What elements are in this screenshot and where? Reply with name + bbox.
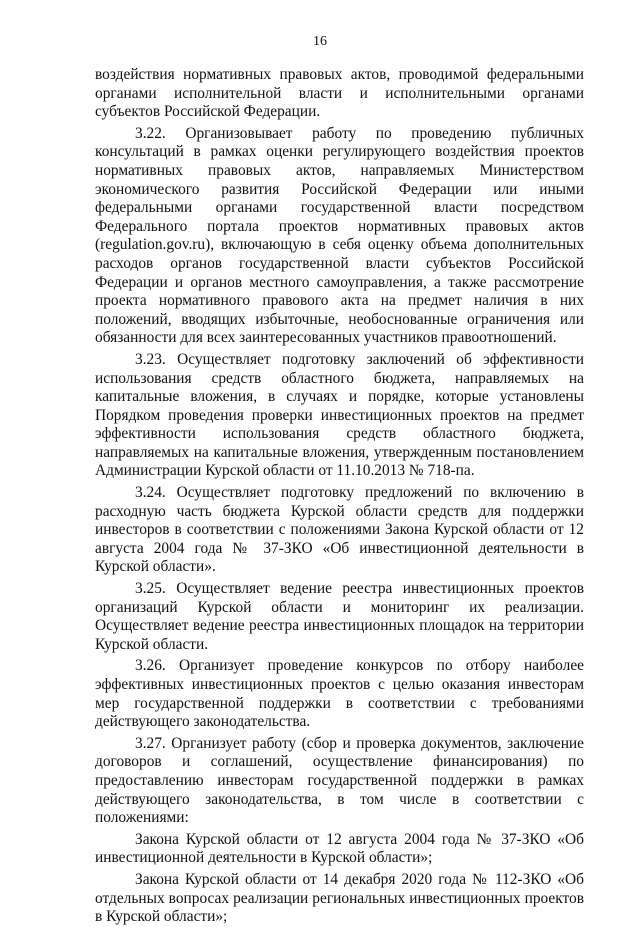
paragraph-continuation: воздействия нормативных правовых актов, проводимой федеральными органами исполнительной власти и исполнительными органами субъектов Российской Федерации. (95, 66, 584, 121)
paragraph-3-22: 3.22. Организовывает работу по проведению публичных консультаций в рамках оценки регулирующего воздействия проектов нормативных правовых актов, направляемых Министерством экономического развития Российской Федерации или иными федеральными органами государственной власти посредством Федерального портала проектов нормативных правовых актов (regulation.gov.ru), включающую в себя оценку объема дополнительных расходов органов государственной власти субъектов Российской Федерации и органов местного самоуправления, а также рассмотрение проекта нормативного правового акта на предмет наличия в них положений, вводящих избыточные, необоснованные ограничения или обязанности для всех заинтересованных участников правоотношений. (95, 124, 584, 347)
document-body (95, 66, 584, 927)
paragraph-3-23: 3.23. Осуществляет подготовку заключений об эффективности использования средств областного бюджета, направляемых на капитальные вложения, в случаях и порядке, которые установлены Порядком проведения проверки инвестиционных проектов на предмет эффективности использования средств областного бюджета, направляемых на капитальные вложения, утвержденным постановлением Администрации Курской области от 11.10.2013 № 718-па. (95, 350, 584, 480)
paragraph-3-25: 3.25. Осуществляет ведение реестра инвестиционных проектов организаций Курской области и мониторинг их реализации. Осуществляет ведение реестра инвестиционных площадок на территории Курской области. (95, 580, 584, 653)
paragraph-3-24: 3.24. Осуществляет подготовку предложений по включению в расходную часть бюджета Курской области средств для поддержки инвесторов в соответствии с положениями Закона Курской области от 12 августа 2004 года № 37-ЗКО «Об инвестиционной деятельности в Курской области». (95, 484, 584, 576)
paragraph-3-27: 3.27. Организует работу (сбор и проверка документов, заключение договоров и соглашений, осуществление финансирования) по предоставлению инвесторам государственной поддержки в рамках действующего законодательства, в том числе в соответствии с положениями: (95, 734, 584, 827)
paragraph-law-112-zko: Закона Курской области от 14 декабря 2020 года № 112-ЗКО «Об отдельных вопросах реализации региональных инвестиционных проектов в Курской области»; (95, 870, 584, 926)
paragraph-law-37-zko: Закона Курской области от 12 августа 2004 года № 37-ЗКО «Об инвестиционной деятельности в Курской области»; (95, 830, 584, 867)
paragraph-3-26: 3.26. Организует проведение конкурсов по отбору наиболее эффективных инвестиционных проектов с целью оказания инвесторам мер государственной поддержки в соответствии с требованиями действующего законодательства. (95, 657, 584, 731)
page-number: 16 (313, 34, 327, 49)
